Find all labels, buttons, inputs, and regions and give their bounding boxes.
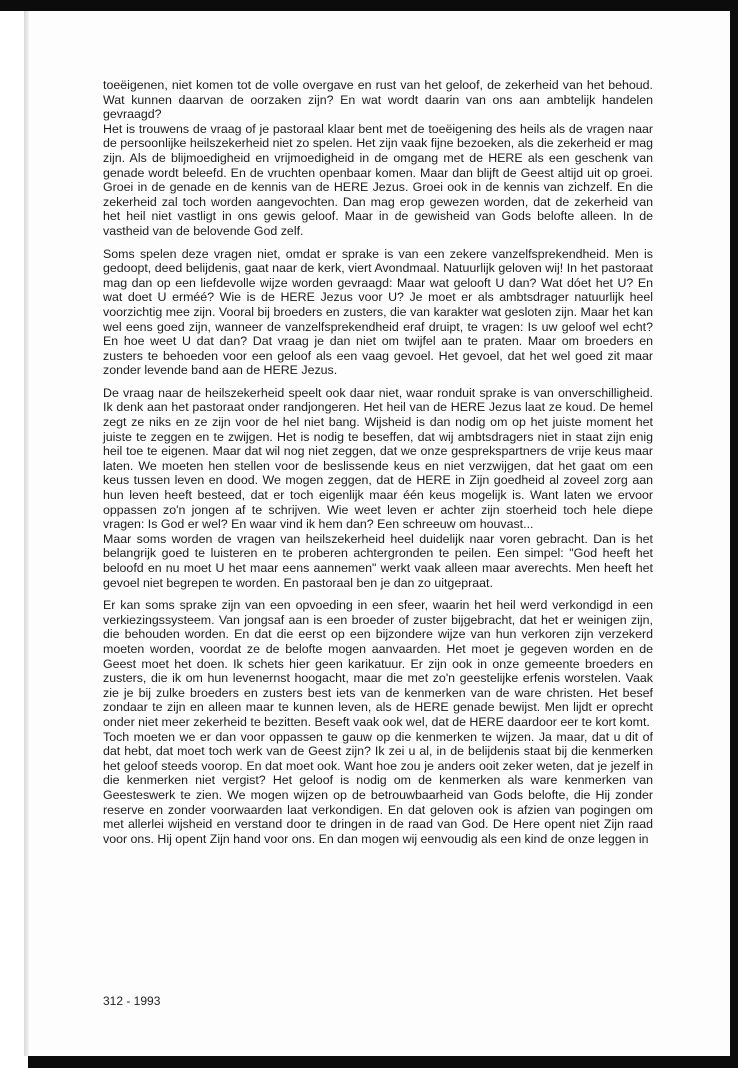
paragraph-7: Toch moeten we er dan voor oppassen te gauw op die kenmerken te wijzen. Ja maar, dat u dit of dat hebt, dat moet toch werk van de Geest zijn? Ik zei u al, in de belijdenis staat bij die kenmerken het geloof steeds voorop. En dat moet ook. Want hoe zou je anders ooit zeker weten, dat je jezelf in die kenmerken niet vergist? Het geloof is nodig om de kenmerken als ware kenmerken van Geesteswerk te zien. We mogen wijzen op de betrouwbaarheid van Gods belofte, die Hij zonder reserve en zonder voorwaarden laat verkondigen. En dat geloven ook is afzien van pogingen om met allerlei wijsheid en verstand door te dringen in de raad van God. De Here opent niet Zijn raad voor ons. Hij opent Zijn hand voor ons. En dan mogen wij eenvoudig als een kind de onze leggen in [103,729,653,846]
paragraph-4: De vraag naar de heilszekerheid speelt ook daar niet, waar ronduit sprake is van onverschilligheid. Ik denk aan het pastoraat onder randjongeren. Het heil van de HERE Jezus laat ze koud. De hemel zegt ze niks en ze zijn voor de hel niet bang. Wijsheid is dan nodig om op het juiste moment het juiste te zeggen en te zwijgen. Het is nodig te beseffen, dat wij ambtsdragers niet in staat zijn enig heil toe te eigenen. Maar dat wil nog niet zeggen, dat we onze gesprekspartners de vrije keus maar laten. We moeten hen stellen voor de beslissende keus en niet verzwijgen, dat het gaat om een keus tussen leven en dood. We mogen zeggen, dat de HERE in Zijn goedheid al zoveel zorg aan hun leven heeft besteed, dat er toch eigenlijk maar één keus mogelijk is. Want laten we ervoor oppassen zo'n jongen af te schrijven. Wie weet leven er achter zijn stoerheid toch hele diepe vragen: Is God er wel? En waar vind ik hem dan? Een schreeuw om houvast... [103,385,653,532]
paragraph-5: Maar soms worden de vragen van heilszekerheid heel duidelijk naar voren gebracht. Dan is het belangrijk goed te luisteren en te proberen achtergronden te peilen. Een simpel: "God heeft het beloofd en nu moet U het maar eens aannemen" werkt vaak alleen maar averechts. Men heeft het gevoel niet begrepen te worden. En pastoraal ben je dan zo uitgepraat. [103,531,653,590]
paragraph-6: Er kan soms sprake zijn van een opvoeding in een sfeer, waarin het heil werd verkondigd in een verkiezingssysteem. Van jongsaf aan is een broeder of zuster bijgebracht, dat het er weinigen zijn, die behouden worden. En dat die eerst op een bijzondere wijze van hun verkoren zijn verzekerd moeten worden, voordat ze de belofte mogen aanvaarden. Het moet je gegeven worden en de Geest moet het doen. Ik schets hier geen karikatuur. Er zijn ook in onze gemeente broeders en zusters, die ik om hun levenernst hoogacht, maar die met zo'n geestelijke erfenis worstelen. Vaak zie je bij zulke broeders en zusters best iets van de kenmerken van de ware christen. Het besef zondaar te zijn en alleen maar te kunnen leven, als de HERE genade bewijst. Men lijdt er oprecht onder niet meer zekerheid te bezitten. Beseft vaak ook wel, dat de HERE daardoor eer te kort komt. [103,598,653,729]
scan-edge-bottom [28,1056,738,1068]
paragraph-2: Het is trouwens de vraag of je pastoraal klaar bent met de toeëigening des heils als de vragen naar de persoonlijke heilszekerheid niet zo spelen. Het zijn vaak fijne bezoeken, als die zekerheid er mag zijn. Als de blijmoedigheid en vrijmoedigheid in de omgang met de HERE als een geschenk van genade wordt beleefd. En de vruchten openbaar komen. Maar dan blijft de Geest altijd uit op groei. Groei in de genade en de kennis van de HERE Jezus. Groei ook in de kennis van zichzelf. En die zekerheid zal toch worden aangevochten. Dan mag erop gewezen worden, dat de zekerheid van het heil niet vastligt in ons gewis geloof. Maar in de gewisheid van Gods belofte alleen. In de vastheid van de belovende God zelf. [103,121,653,238]
paragraph-1: toeëigenen, niet komen tot de volle overgave en rust van het geloof, de zekerheid van het behoud. Wat kunnen daarvan de oorzaken zijn? En wat wordt daarin van ons aan ambtelijk handelen gevraagd? [103,78,653,122]
scan-edge-top [0,0,738,11]
page-footer: 312 - 1993 [103,994,161,1008]
paragraph-3: Soms spelen deze vragen niet, omdat er sprake is van een zekere vanzelfsprekendheid. Men is gedoopt, deed belijdenis, gaat naar de kerk, viert Avondmaal. Natuurlijk geloven wij! In het pastoraat mag dan op een liefdevolle wijze worden gevraagd: Maar wat gelooft U dan? Wat dóet het U? En wat doet U erméé? Wie is de HERE Jezus voor U? Je moet er als ambtsdrager natuurlijk heel voorzichtig mee zijn. Vooral bij broeders en zusters, die van karakter wat gesloten zijn. Maar het kan wel eens goed zijn, wanneer de vanzelfsprekendheid eraf druipt, te vragen: Is uw geloof wel echt? En hoe weet U dat dan? Dat vraag je dan niet om twijfel aan te praten. Maar om broeders en zusters te behoeden voor een geloof als een vaag gevoel. Het gevoel, dat het wel goed zit maar zonder levende band aan de HERE Jezus. [103,246,653,378]
body-text [103,78,653,846]
scan-edge-right [730,0,738,1068]
